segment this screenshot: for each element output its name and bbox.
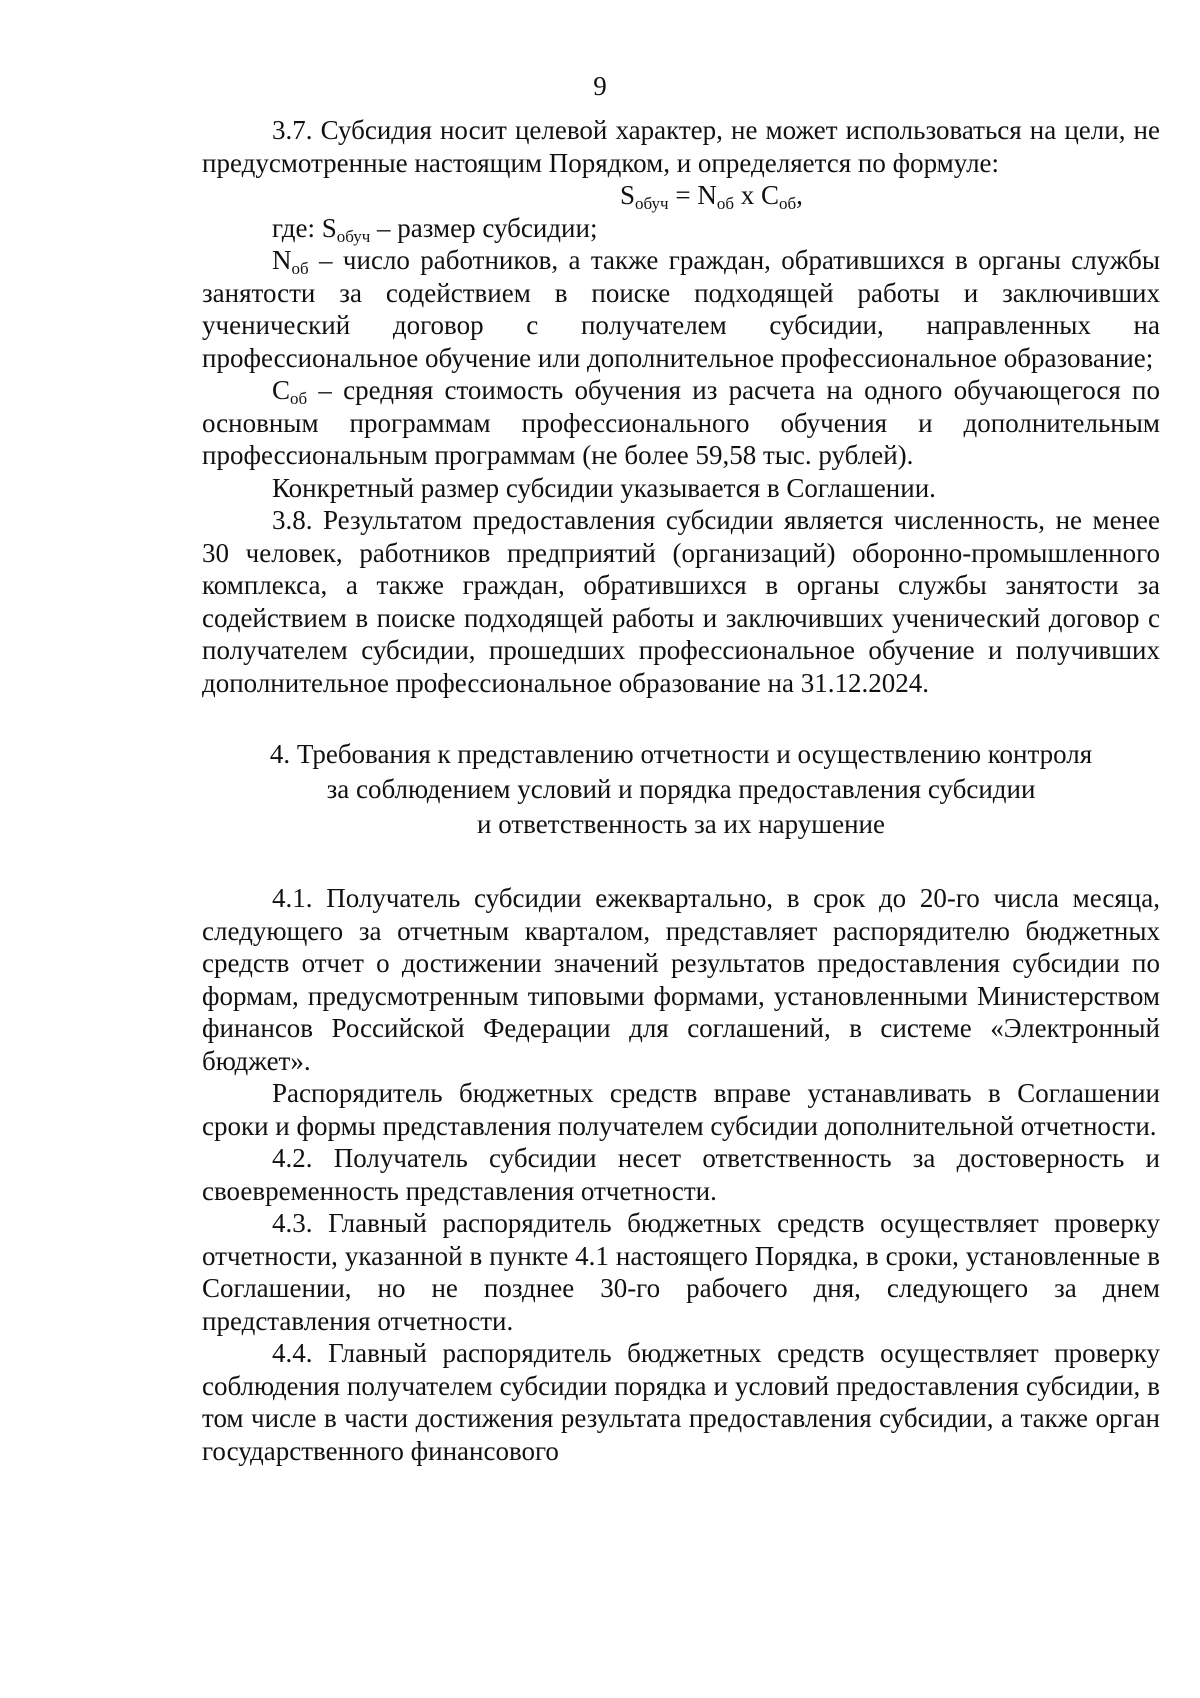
formula-lhs-sub: обуч [635,194,669,213]
definition-s-text: – размер субсидии; [370,212,598,243]
definition-c-text: – средняя стоимость обучения из расчета на одного обучающегося по основным программам профессионального обучения и дополнительным профессиональным программам (не более 59,58 тыс. рублей). [202,375,1160,470]
definition-s-sub: обуч [336,226,371,246]
paragraph-4-1-additional: Распорядитель бюджетных средств вправе устанавливать в Соглашении сроки и формы представления получателем субсидии дополнительной отчетности. [202,1078,1160,1141]
formula-eq: = N [668,180,717,210]
formula-c-sub: об [779,194,797,213]
definition-c [202,374,1160,472]
paragraph-3-8: 3.8. Результатом предоставления субсидии является численность, не менее 30 человек, работников предприятий (организаций) оборонно-промышленного комплекса, а также граждан, обратившихся в органы службы занятости за содействием в поиске подходящей работы и заключивших ученический договор с получателем субсидии, прошедших профессиональное обучение и получивших дополнительное профессиональное образование на 31.12.2024. [202,505,1160,698]
definition-n [202,244,1160,374]
paragraph-specific-amount: Конкретный размер субсидии указывается в Соглашении. [272,472,936,503]
section-4-heading-line-2: за соблюдением условий и порядка предоставления субсидии [326,774,1036,804]
document-body [202,114,1160,1467]
formula-lhs: S [620,180,636,210]
paragraph-4-2: 4.2. Получатель субсидии несет ответственность за достоверность и своевременность представления отчетности. [202,1143,1160,1206]
page-number: 9 [593,71,607,101]
definition-s-prefix: где: S [272,212,337,243]
formula-tail: , [796,180,803,210]
paragraph-3-7: 3.7. Субсидия носит целевой характер, не может использоваться на цели, не предусмотренные настоящим Порядком, и определяется по формуле: [202,115,1160,178]
section-4-heading-line-1: 4. Требования к представлению отчетности и осуществлению контроля [269,739,1093,769]
section-4-heading [202,737,1160,842]
formula-n-sub: об [716,194,734,213]
paragraph-4-1: 4.1. Получатель субсидии ежеквартально, в срок до 20-го числа месяца, следующего за отчетным кварталом, представляет распорядителю бюджетных средств отчет о достижении значений результатов предоставления субсидии по формам, предусмотренным типовыми формами, установленными Министерством финансов Российской Федерации для соглашений, в системе «Электронный бюджет». [202,883,1160,1076]
paragraph-4-4: 4.4. Главный распорядитель бюджетных средств осуществляет проверку соблюдения получателем субсидии порядка и условий предоставления субсидии, в том числе в части достижения результата предоставления субсидии, а также орган государственного финансового [202,1338,1160,1466]
subsidy-formula [202,179,1160,212]
definition-n-text: – число работников, а также граждан, обратившихся в органы службы занятости за содействием в поиске подходящей работы и заключивших ученический договор с получателем субсидии, направленных на профессиональное обучение или дополнительное профессиональное образование; [202,245,1160,373]
formula-mult: x C [733,180,779,210]
definition-s [202,212,1160,245]
section-4-heading-line-3: и ответственность за их нарушение [477,809,885,839]
definition-n-sub: об [291,259,309,278]
definition-c-prefix: C [272,375,291,405]
definition-n-prefix: N [272,245,292,275]
definition-c-sub: об [290,389,308,408]
paragraph-4-3: 4.3. Главный распорядитель бюджетных средств осуществляет проверку отчетности, указанной в пункте 4.1 настоящего Порядка, в сроки, установленные в Соглашении, но не позднее 30-го рабочего дня, следующего за днем представления отчетности. [202,1208,1160,1336]
